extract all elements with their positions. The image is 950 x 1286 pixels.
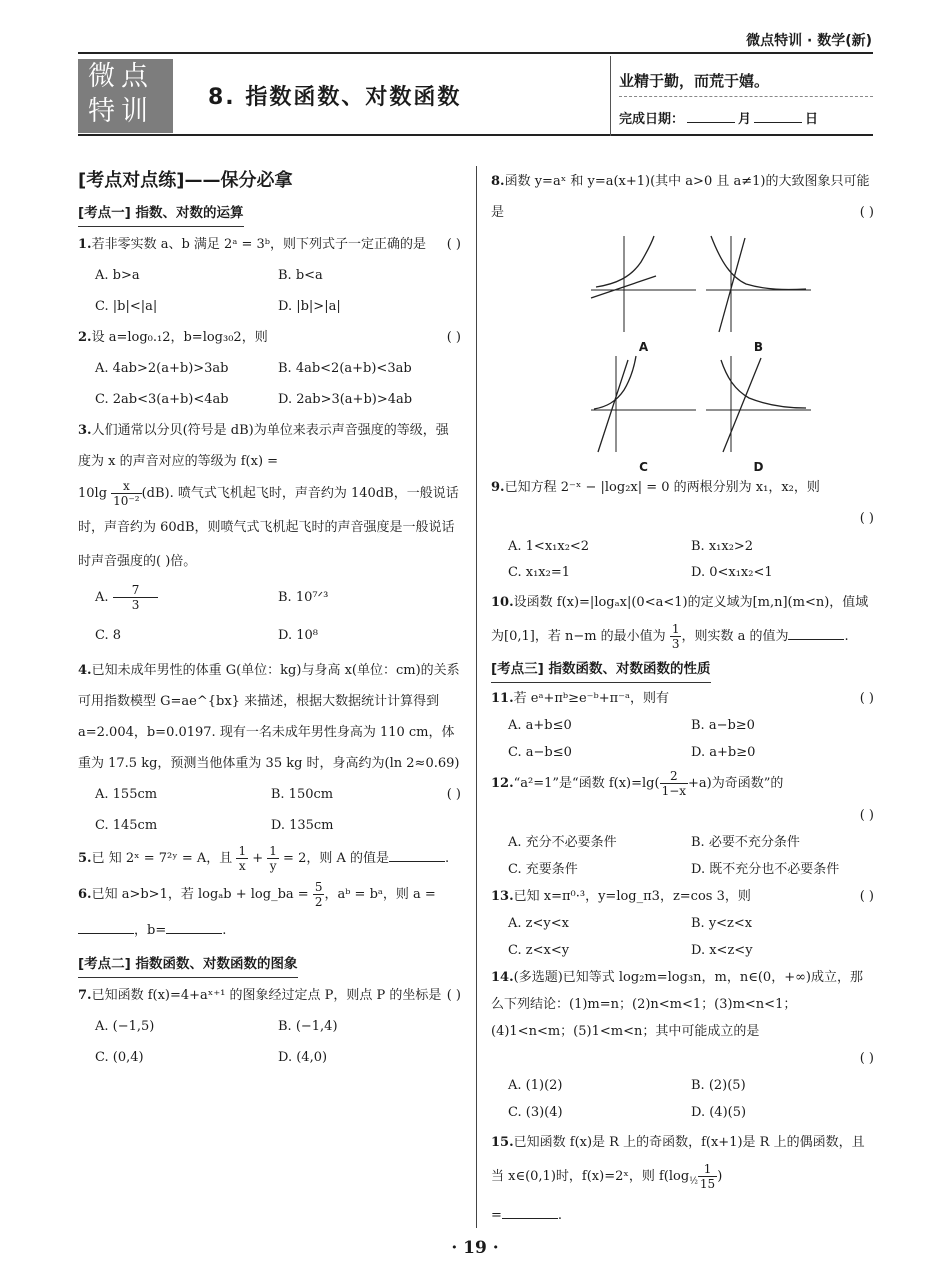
option-c[interactable]: C. a−b≤0 bbox=[508, 745, 572, 760]
numerator: 5 bbox=[314, 880, 323, 894]
answer-paren[interactable]: ( ) bbox=[859, 691, 874, 706]
question-1 bbox=[78, 229, 461, 322]
question-number: 6. bbox=[78, 887, 92, 902]
options bbox=[491, 712, 874, 766]
option-c[interactable]: C. 2ab<3(a+b)<4ab bbox=[95, 392, 229, 407]
answer-blank[interactable] bbox=[502, 1205, 558, 1219]
options bbox=[491, 910, 874, 964]
question-14 bbox=[491, 964, 874, 1126]
period: . bbox=[445, 851, 450, 866]
denominator: x bbox=[238, 859, 246, 873]
topic-heading-1: [考点一] 指数、对数的运算 bbox=[78, 200, 244, 227]
question-11 bbox=[491, 685, 874, 766]
option-d[interactable]: D. (4,0) bbox=[278, 1050, 328, 1065]
graph-d-label: D bbox=[753, 460, 764, 474]
answer-blank-a[interactable] bbox=[78, 920, 134, 934]
question-text: 已知函数 f(x)是 R 上的奇函数，f(x+1)是 R 上的偶函数，且当 x∈(0,1)时，f(x)=2ˣ，则 f(log bbox=[491, 1135, 865, 1184]
graph-b-label: B bbox=[753, 340, 764, 354]
graph-d-plot bbox=[701, 352, 816, 458]
denominator: 1−x bbox=[661, 784, 687, 798]
option-a[interactable]: A. 4ab>2(a+b)>3ab bbox=[95, 361, 229, 376]
question-text: 设 a=log₀.₁2，b=log₃₀2，则 bbox=[91, 330, 268, 345]
question-text: 已知 a>b>1，若 logₐb + log_ba = bbox=[91, 887, 309, 902]
options bbox=[78, 1011, 461, 1073]
graph-b[interactable] bbox=[701, 232, 816, 352]
graph-b-plot bbox=[701, 232, 816, 338]
header-info-box bbox=[619, 56, 873, 136]
question-number: 11. bbox=[491, 691, 514, 706]
option-d[interactable]: D. 135cm bbox=[270, 818, 334, 833]
denominator: 3 bbox=[671, 637, 680, 651]
option-a[interactable]: A. z<y<x bbox=[508, 916, 569, 931]
option-b[interactable]: B. 150cm bbox=[270, 787, 334, 802]
question-text: (多选题)已知等式 log₂m=log₃n，m，n∈(0，+∞)成立，那么下列结论：(1)m=n；(2)n<m<1；(3)m<n<1；(4)1<n<m；(5)1<m<n；其中可能成立的是 bbox=[491, 970, 863, 1039]
question-text: 人们通常以分贝(符号是 dB)为单位来表示声音强度的等级，强度为 x 的声音对应的等级为 f(x) = bbox=[78, 423, 449, 469]
option-a[interactable]: A. 充分不必要条件 bbox=[508, 835, 617, 850]
answer-blank[interactable] bbox=[389, 848, 445, 862]
option-c[interactable]: C. x₁x₂=1 bbox=[508, 565, 570, 580]
option-b[interactable]: B. (−1,4) bbox=[278, 1019, 338, 1034]
question-3 bbox=[78, 415, 461, 655]
series-title: 微点特训 · 数学(新) bbox=[746, 33, 872, 49]
fraction bbox=[660, 769, 688, 798]
option-b[interactable]: B. b<a bbox=[278, 268, 323, 283]
question-7 bbox=[78, 980, 461, 1073]
fraction bbox=[113, 583, 205, 612]
page-number: · 19 · bbox=[451, 1238, 499, 1258]
option-d[interactable]: D. 10⁸ bbox=[278, 628, 318, 643]
option-c[interactable]: C. 145cm bbox=[95, 818, 158, 833]
question-number: 9. bbox=[491, 480, 505, 495]
question-number: 14. bbox=[491, 970, 514, 985]
question-text: 函数 y=aˣ 和 y=a(x+1)(其中 a>0 且 a≠1)的大致图象只可能是 bbox=[491, 174, 870, 220]
graph-c-plot bbox=[586, 352, 701, 458]
chapter-title: 8. 指数函数、对数函数 bbox=[208, 85, 462, 110]
answer-paren[interactable]: ( ) bbox=[446, 237, 461, 252]
denominator: 10⁻² bbox=[113, 494, 140, 508]
motto: 业精于勤，而荒于嬉。 bbox=[619, 72, 770, 90]
question-6 bbox=[78, 877, 461, 949]
question-text: “a²=1”是“函数 f(x)=lg( bbox=[513, 776, 660, 791]
fraction bbox=[111, 479, 141, 508]
graph-c-label: C bbox=[639, 460, 648, 474]
numerator: 1 bbox=[698, 1162, 717, 1177]
question-number: 2. bbox=[78, 330, 92, 345]
option-b[interactable]: B. (2)(5) bbox=[691, 1078, 746, 1093]
option-d[interactable]: D. (4)(5) bbox=[691, 1105, 747, 1120]
question-text: 已知未成年男性的体重 G(单位：kg)与身高 x(单位：cm)的关系可用指数模型 G=ae^{bx} 来描述，根据大数据统计计算得到 a=2.004，b=0.0197. 现有一名未成年男性身高为 110 cm，体重为 17.5 kg，预测当他体重为 35 kg 时，身高约为(ln 2≈0.69) bbox=[78, 663, 460, 771]
logo-line1: 微点 bbox=[88, 61, 154, 92]
option-a[interactable] bbox=[95, 579, 278, 617]
options bbox=[491, 534, 874, 586]
options bbox=[78, 353, 461, 415]
month-label: 月 bbox=[738, 112, 752, 127]
period: . bbox=[844, 629, 849, 644]
topic-heading-3: [考点三] 指数函数、对数函数的性质 bbox=[491, 656, 711, 683]
graph-c[interactable] bbox=[586, 352, 701, 472]
fraction bbox=[670, 622, 682, 651]
numerator: 7 bbox=[113, 583, 159, 598]
numerator: 1 bbox=[671, 622, 680, 636]
option-d[interactable]: D. 2ab>3(a+b)>4ab bbox=[278, 392, 413, 407]
option-a-label: A. bbox=[95, 590, 109, 605]
option-d[interactable]: D. 既不充分也不必要条件 bbox=[691, 862, 840, 877]
equals-sign: = bbox=[491, 1207, 502, 1223]
question-number: 7. bbox=[78, 988, 92, 1003]
option-b[interactable]: B. a−b≥0 bbox=[691, 718, 755, 733]
question-text: 若 eᵃ+πᵇ≥e⁻ᵇ+π⁻ᵃ，则有 bbox=[513, 691, 670, 706]
month-blank[interactable] bbox=[687, 122, 735, 123]
option-c[interactable]: C. (0,4) bbox=[95, 1050, 144, 1065]
question-13 bbox=[491, 883, 874, 964]
fraction bbox=[698, 1162, 717, 1191]
answer-paren[interactable]: ( ) bbox=[859, 889, 874, 904]
graph-a-plot bbox=[586, 232, 701, 338]
question-5 bbox=[78, 841, 461, 877]
question-8 bbox=[491, 166, 874, 472]
answer-paren[interactable]: ( ) bbox=[446, 988, 461, 1003]
denominator: y bbox=[269, 859, 277, 873]
option-b[interactable]: B. x₁x₂>2 bbox=[691, 539, 754, 554]
denominator: 15 bbox=[699, 1177, 716, 1191]
graph-a-label: A bbox=[638, 340, 649, 354]
option-c[interactable]: C. z<x<y bbox=[508, 943, 570, 958]
options bbox=[78, 779, 447, 841]
date-label: 完成日期： bbox=[619, 112, 685, 127]
option-c[interactable]: C. 充要条件 bbox=[508, 862, 578, 877]
answer-paren[interactable]: ( ) bbox=[859, 511, 874, 526]
question-number: 13. bbox=[491, 889, 514, 904]
formula-prefix: 10lg bbox=[78, 486, 108, 501]
left-column bbox=[78, 166, 461, 1073]
question-text: 若非零实数 a、b 满足 2ᵃ = 3ᵇ，则下列式子一定正确的是 bbox=[91, 237, 426, 252]
top-rule bbox=[78, 52, 873, 54]
denominator: 3 bbox=[131, 598, 140, 612]
right-column bbox=[491, 166, 874, 1233]
question-text-cont: ，则实数 a 的值为 bbox=[681, 629, 789, 644]
option-a[interactable]: A. a+b≤0 bbox=[508, 718, 572, 733]
question-text-cont: +a)为奇函数”的 bbox=[688, 776, 784, 791]
option-b[interactable]: B. 必要不充分条件 bbox=[691, 835, 800, 850]
question-number: 8. bbox=[491, 174, 505, 189]
answer-paren[interactable]: ( ) bbox=[446, 787, 461, 802]
question-text: 已 知 2ˣ = 7²ʸ = A，且 bbox=[91, 851, 233, 866]
question-number: 10. bbox=[491, 595, 514, 610]
option-d[interactable]: D. |b|>|a| bbox=[278, 299, 341, 314]
question-12 bbox=[491, 766, 874, 883]
question-9 bbox=[491, 472, 874, 586]
denominator: 2 bbox=[314, 895, 323, 909]
header-divider bbox=[610, 56, 611, 136]
question-15 bbox=[491, 1126, 874, 1233]
fraction bbox=[313, 880, 325, 909]
question-text: 已知函数 f(x)=4+aˣ⁺¹ 的图象经过定点 P，则点 P 的坐标是 bbox=[91, 988, 442, 1003]
answer-blank-b[interactable] bbox=[166, 920, 222, 934]
option-d[interactable]: D. a+b≥0 bbox=[691, 745, 756, 760]
option-a[interactable]: A. 155cm bbox=[95, 787, 158, 802]
plus-sign: + bbox=[248, 851, 268, 866]
option-c[interactable]: C. 8 bbox=[95, 628, 122, 643]
option-a[interactable]: A. (−1,5) bbox=[95, 1019, 155, 1034]
numerator: 1 bbox=[269, 844, 277, 858]
day-blank[interactable] bbox=[754, 122, 802, 123]
question-number: 5. bbox=[78, 851, 92, 866]
option-b[interactable]: B. y<z<x bbox=[691, 916, 753, 931]
answer-paren[interactable]: ( ) bbox=[446, 330, 461, 345]
question-text-cont: = 2，则 A 的值是 bbox=[278, 851, 389, 866]
answer-paren[interactable]: ( ) bbox=[859, 1051, 874, 1066]
question-number: 1. bbox=[78, 237, 92, 252]
option-d[interactable]: D. 0<x₁x₂<1 bbox=[691, 565, 773, 580]
options bbox=[491, 1072, 874, 1126]
option-c[interactable]: C. (3)(4) bbox=[508, 1105, 563, 1120]
question-number: 12. bbox=[491, 776, 514, 791]
options bbox=[78, 579, 461, 655]
fraction bbox=[236, 844, 248, 873]
option-a[interactable]: A. 1<x₁x₂<2 bbox=[508, 539, 590, 554]
graph-options bbox=[586, 232, 816, 472]
question-number: 4. bbox=[78, 663, 92, 678]
topic-heading-2: [考点二] 指数函数、对数函数的图象 bbox=[78, 951, 298, 978]
period: . bbox=[557, 1207, 563, 1223]
numerator: 1 bbox=[238, 844, 247, 858]
b-label: ，b= bbox=[134, 923, 167, 938]
question-text: 已知方程 2⁻ˣ − |log₂x| = 0 的两根分别为 x₁，x₂，则 bbox=[504, 480, 820, 495]
question-number: 3. bbox=[78, 423, 92, 438]
answer-blank[interactable] bbox=[788, 626, 844, 640]
question-text-cont: ，aᵇ = bᵃ，则 a = bbox=[324, 887, 436, 902]
option-b[interactable]: B. 4ab<2(a+b)<3ab bbox=[278, 361, 412, 376]
option-a[interactable]: A. b>a bbox=[95, 268, 140, 283]
completion-date bbox=[619, 108, 818, 127]
answer-paren[interactable]: ( ) bbox=[859, 205, 874, 220]
question-text: 设函数 f(x)=|logₐx|(0<a<1)的定义域为[m,n](m<n)，值域为[0,1]，若 n−m 的最小值为 bbox=[491, 595, 869, 644]
closing-paren: ) bbox=[717, 1169, 723, 1184]
graph-a[interactable] bbox=[586, 232, 701, 352]
dashed-divider bbox=[619, 96, 873, 97]
option-d[interactable]: D. x<z<y bbox=[691, 943, 753, 958]
column-divider bbox=[476, 166, 477, 1228]
chapter-header bbox=[78, 56, 873, 136]
log-base: ½ bbox=[689, 1176, 698, 1187]
day-label: 日 bbox=[805, 112, 819, 127]
fraction bbox=[267, 844, 279, 873]
brand-logo bbox=[78, 59, 173, 133]
question-text-cont: (dB). 喷气式飞机起飞时，声音约为 140dB，一般说话时，声音约为 60dB，则喷气式飞机起飞时的声音强度是一般说话时声音强度的( )倍。 bbox=[78, 486, 459, 569]
question-text: 已知 x=π⁰·³，y=log_π3，z=cos 3，则 bbox=[513, 889, 751, 904]
section-title: [考点对点练]——保分必拿 bbox=[78, 170, 293, 191]
numerator: x bbox=[111, 479, 141, 494]
numerator: 2 bbox=[660, 769, 688, 784]
graph-d[interactable] bbox=[701, 352, 816, 472]
options bbox=[491, 829, 874, 883]
question-2 bbox=[78, 322, 461, 415]
question-number: 15. bbox=[491, 1135, 514, 1150]
logo-line2: 特训 bbox=[88, 96, 154, 127]
question-10 bbox=[491, 586, 874, 654]
answer-paren[interactable]: ( ) bbox=[859, 808, 874, 823]
question-4 bbox=[78, 655, 461, 841]
option-a[interactable]: A. (1)(2) bbox=[508, 1078, 563, 1093]
period: . bbox=[222, 923, 227, 938]
options bbox=[78, 260, 461, 322]
option-b[interactable]: B. 10⁷ᐟ³ bbox=[278, 590, 329, 605]
option-c[interactable]: C. |b|<|a| bbox=[95, 299, 158, 314]
